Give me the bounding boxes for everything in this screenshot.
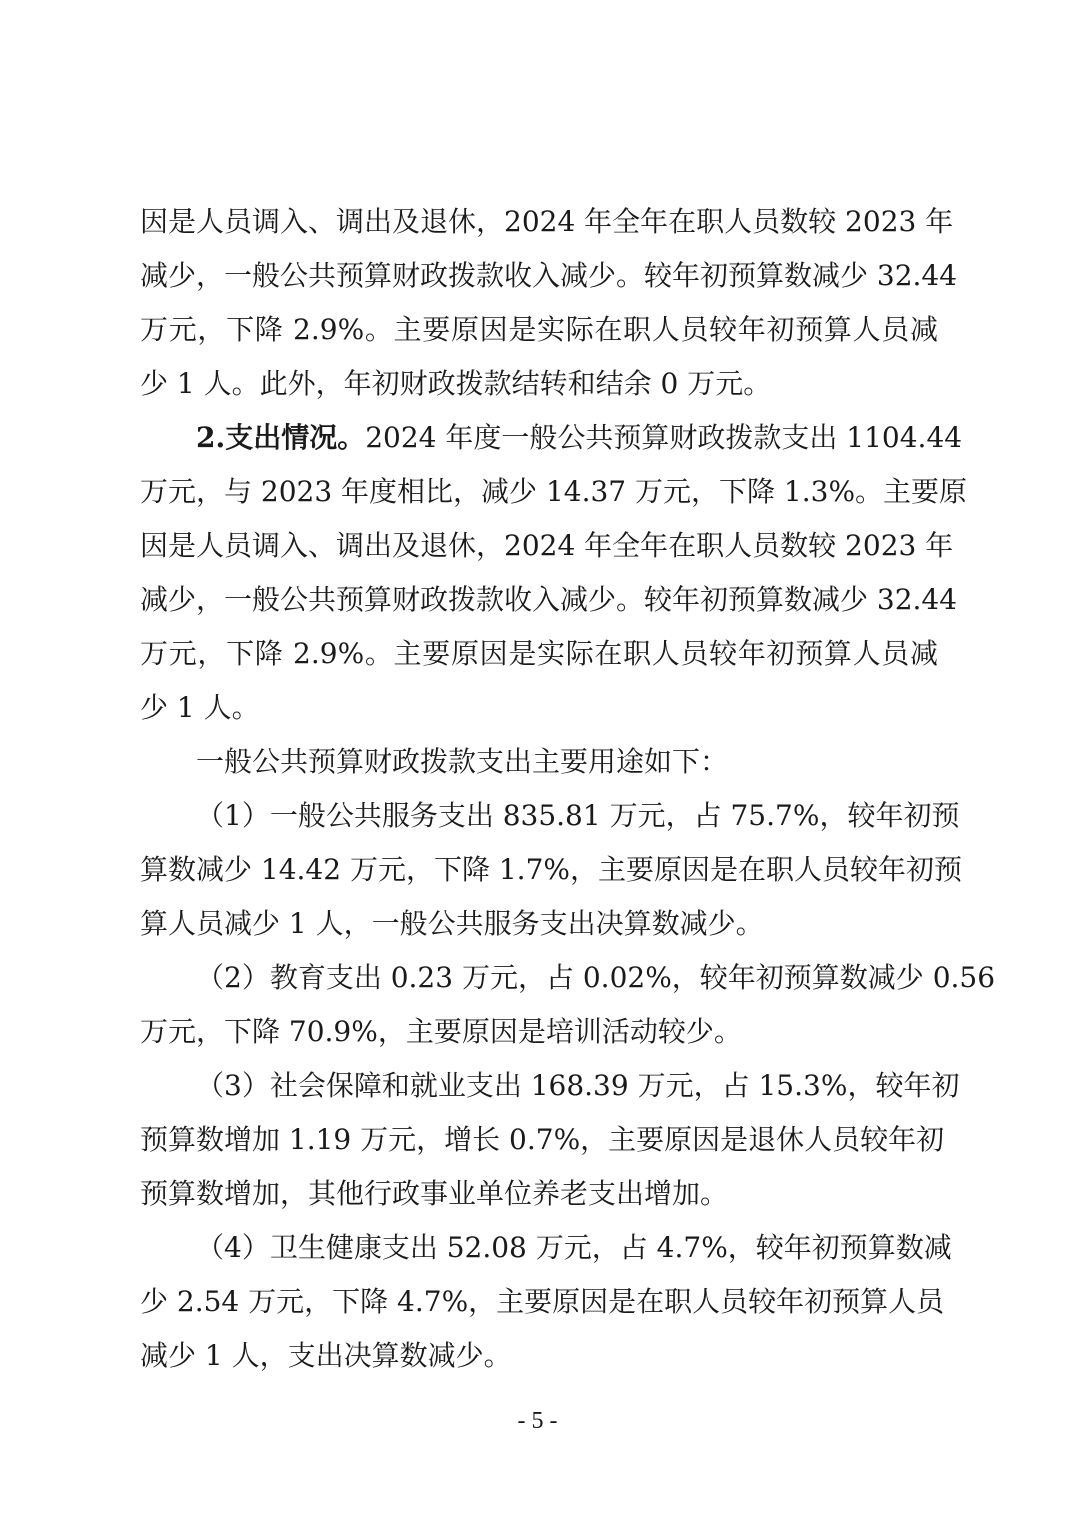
text-line (140, 411, 963, 465)
text-line: 算人员减少 1 人，一般公共服务支出决算数减少。 (140, 907, 764, 940)
paragraph-income-continued (140, 195, 958, 411)
document-body (140, 195, 996, 1383)
text-line: 因是人员调入、调出及退休，2024 年全年在职人员数较 2023 年 (140, 205, 954, 238)
text-line: 万元，下降 70.9%，主要原因是培训活动较少。 (140, 1015, 742, 1048)
list-item (140, 1221, 952, 1383)
text-line: 少 2.54 万元，下降 4.7%，主要原因是在职人员较年初预算人员 (140, 1285, 945, 1318)
text-line: 减少，一般公共预算财政拨款收入减少。较年初预算数减少 32.44 (140, 259, 958, 292)
section-heading: 2.支出情况。 (196, 421, 366, 454)
text-line: 万元，下降 2.9%。主要原因是实际在职人员较年初预算人员减 (140, 313, 938, 346)
text-line: 算数减少 14.42 万元，下降 1.7%，主要原因是在职人员较年初预 (140, 853, 962, 886)
paragraph-uses-intro (140, 735, 938, 789)
text-line: 少 1 人。 (140, 691, 260, 724)
text-span: 2024 年度一般公共预算财政拨款支出 1104.44 (365, 421, 963, 454)
text-line: 减少 1 人，支出决算数减少。 (140, 1339, 512, 1372)
text-line: （2）教育支出 0.23 万元，占 0.02%，较年初预算数减少 0.56 (196, 961, 996, 994)
list-item (140, 1059, 960, 1221)
text-line: 减少，一般公共预算财政拨款收入减少。较年初预算数减少 32.44 (140, 583, 958, 616)
text-line: （4）卫生健康支出 52.08 万元，占 4.7%，较年初预算数减 (196, 1231, 952, 1264)
text-line: （3）社会保障和就业支出 168.39 万元，占 15.3%，较年初 (196, 1069, 960, 1102)
text-line: 万元，与 2023 年度相比，减少 14.37 万元，下降 1.3%。主要原 (140, 475, 968, 508)
text-line: （1）一般公共服务支出 835.81 万元，占 75.7%，较年初预 (196, 799, 960, 832)
list-item (140, 951, 996, 1059)
text-line: 预算数增加，其他行政事业单位养老支出增加。 (140, 1177, 729, 1210)
text-line: 预算数增加 1.19 万元，增长 0.7%，主要原因是退休人员较年初 (140, 1123, 945, 1156)
text-line: 一般公共预算财政拨款支出主要用途如下： (196, 745, 729, 778)
paragraph-expenditure (140, 411, 968, 735)
list-item (140, 789, 962, 951)
text-line: 万元，下降 2.9%。主要原因是实际在职人员较年初预算人员减 (140, 637, 938, 670)
text-line: 因是人员调入、调出及退休，2024 年全年在职人员数较 2023 年 (140, 529, 954, 562)
text-line: 少 1 人。此外，年初财政拨款结转和结余 0 万元。 (140, 367, 772, 400)
page-number: - 5 - (517, 1408, 558, 1434)
